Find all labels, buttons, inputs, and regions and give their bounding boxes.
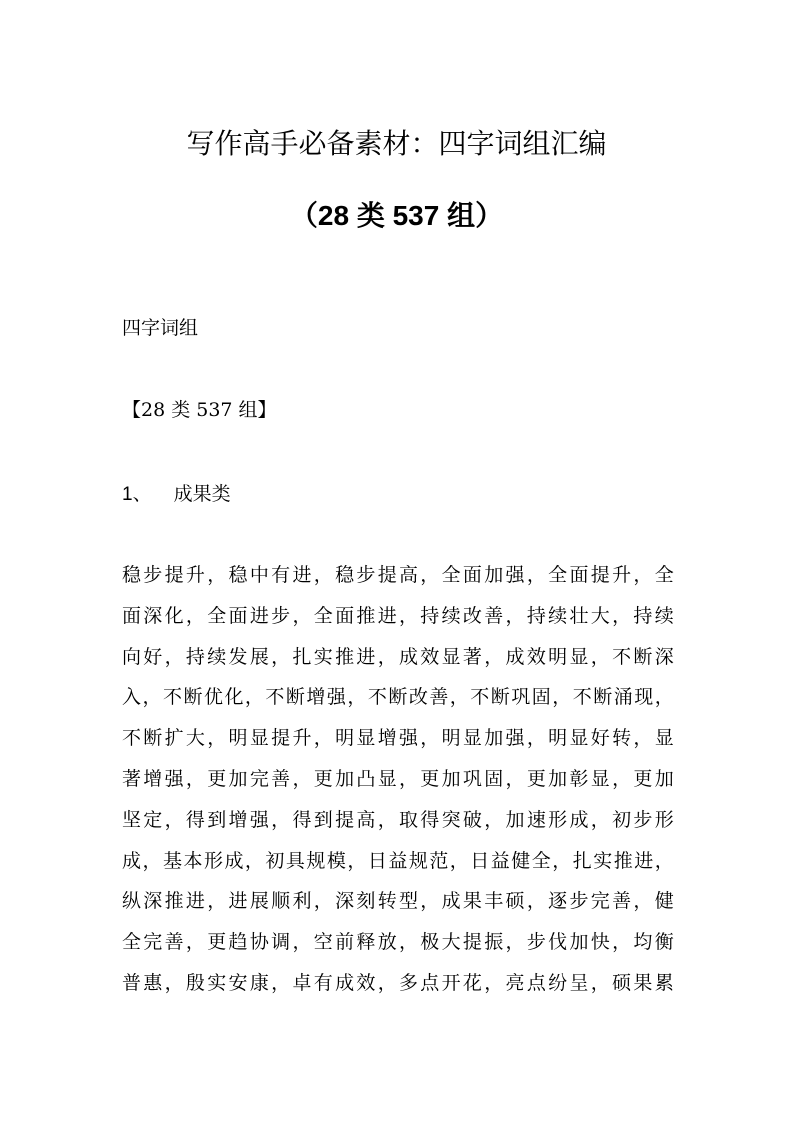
body-line: 全完善，更趋协调，空前释放，极大提振，步伐加快，均衡 bbox=[122, 931, 674, 954]
body-line: 入，不断优化，不断增强，不断改善，不断巩固，不断涌现， bbox=[122, 686, 674, 709]
body-line: 纵深推进，进展顺利，深刻转型，成果丰硕，逐步完善，健 bbox=[122, 890, 674, 913]
section-heading-words: 四字词组 bbox=[122, 317, 199, 339]
category-heading bbox=[122, 481, 231, 508]
body-line: 不断扩大，明显提升，明显增强，明显加强，明显好转，显 bbox=[122, 727, 674, 750]
document-title: 写作高手必备素材：四字词组汇编 bbox=[186, 127, 607, 160]
section-heading-count: 【28 类 537 组】 bbox=[122, 399, 277, 421]
document-subtitle: （28 类 537 组） bbox=[289, 200, 504, 231]
category-number: 1、 bbox=[122, 484, 152, 505]
category-label: 成果类 bbox=[173, 483, 231, 505]
body-line: 面深化，全面进步，全面推进，持续改善，持续壮大，持续 bbox=[122, 604, 674, 627]
body-line: 向好，持续发展，扎实推进，成效显著，成效明显，不断深 bbox=[122, 645, 674, 668]
body-line: 普惠，殷实安康，卓有成效，多点开花，亮点纷呈，硕果累 bbox=[122, 971, 674, 994]
body-line: 稳步提升，稳中有进，稳步提高，全面加强，全面提升，全 bbox=[122, 564, 674, 586]
body-line: 著增强，更加完善，更加凸显，更加巩固，更加彰显，更加 bbox=[122, 767, 674, 790]
body-line: 成，基本形成，初具规模，日益规范，日益健全，扎实推进， bbox=[122, 849, 674, 872]
body-paragraph bbox=[122, 562, 674, 1011]
body-line: 坚定，得到增强，得到提高，取得突破，加速形成，初步形 bbox=[122, 808, 674, 831]
